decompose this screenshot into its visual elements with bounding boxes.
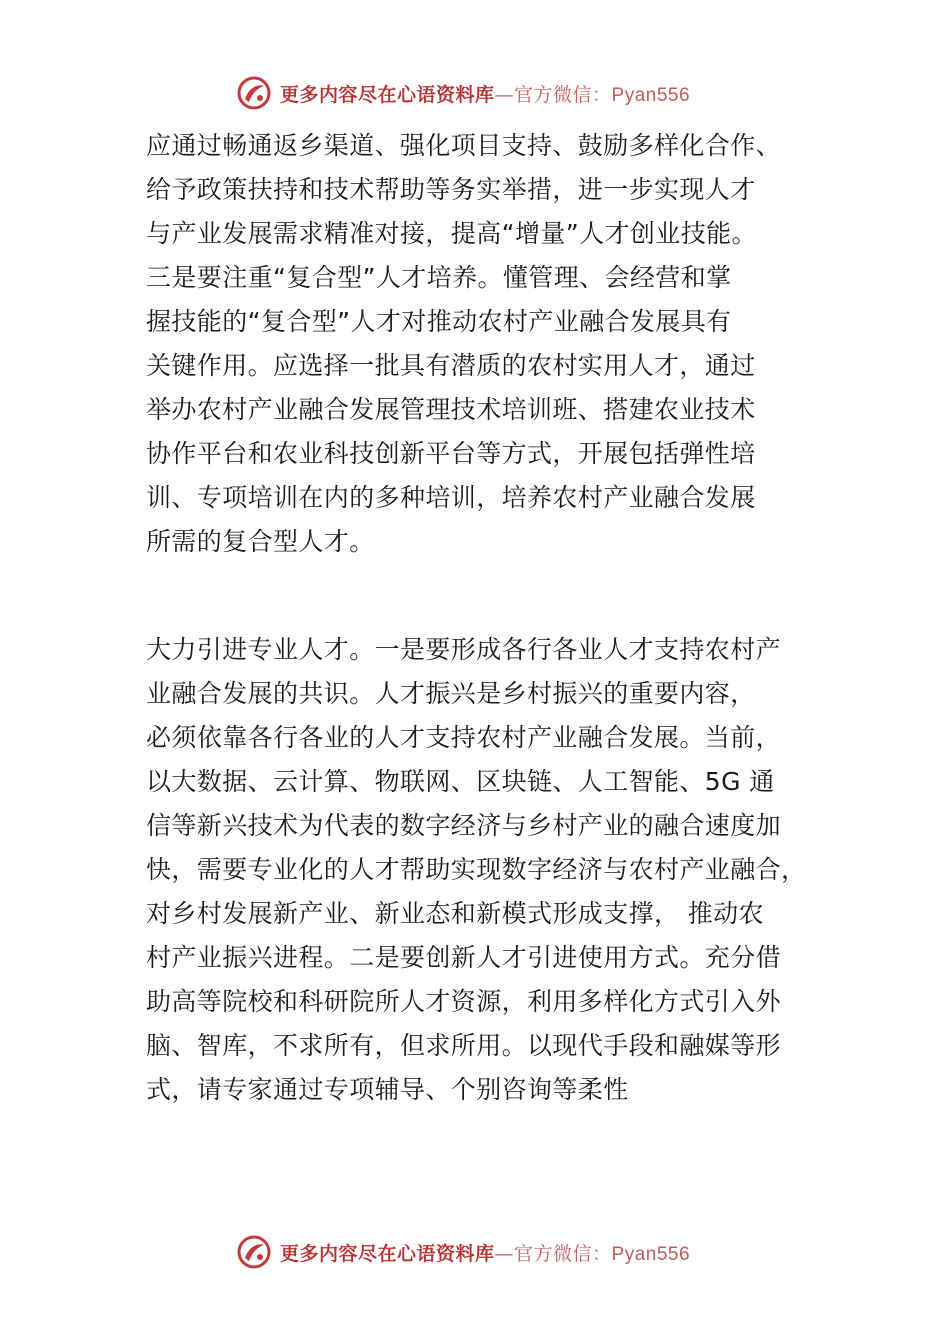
banner-text: [280, 1239, 690, 1266]
text-line: 三是要注重“复合型”人才培养。懂管理、会经营和掌: [146, 263, 732, 292]
paragraph-1: [146, 124, 846, 564]
text-line: 关键作用。应选择一批具有潜质的农村实用人才，通过: [146, 351, 756, 380]
header-banner: [236, 73, 690, 113]
text-line: 信等新兴技术为代表的数字经济与乡村产业的融合速度加: [146, 811, 782, 840]
footer-banner: [236, 1232, 690, 1272]
text-line: 所需的复合型人才。: [146, 527, 375, 556]
text-line: 必须依靠各行各业的人才支持农村产业融合发展。当前，: [146, 723, 782, 752]
text-line: 对乡村发展新产业、新业态和新模式形成支撑， 推动农: [146, 899, 764, 928]
banner-contact-label: 官方微信：: [514, 83, 612, 106]
text-line: 大力引进专业人才。一是要形成各行各业人才支持农村产: [146, 635, 782, 664]
paragraph-2: [146, 628, 846, 1112]
library-logo-icon: [236, 1234, 272, 1270]
text-line: 与产业发展需求精准对接，提高“增量”人才创业技能。: [146, 219, 757, 248]
library-logo-icon: [236, 75, 272, 111]
banner-separator: —: [494, 1242, 515, 1265]
banner-separator: —: [494, 83, 515, 106]
text-line: 举办农村产业融合发展管理技术培训班、搭建农业技术: [146, 395, 756, 424]
banner-contact-label: 官方微信：: [514, 1242, 612, 1265]
text-line: 以大数据、云计算、物联网、区块链、人工智能、5G 通: [146, 767, 775, 796]
banner-brand: 更多内容尽在心语资料库: [280, 1242, 495, 1265]
text-line: 快，需要专业化的人才帮助实现数字经济与农村产业融合，: [146, 855, 807, 884]
banner-text: [280, 80, 690, 107]
text-line: 助高等院校和科研院所人才资源，利用多样化方式引入外: [146, 987, 782, 1016]
banner-brand: 更多内容尽在心语资料库: [280, 83, 495, 106]
text-line: 协作平台和农业科技创新平台等方式，开展包括弹性培: [146, 439, 756, 468]
text-line: 握技能的“复合型”人才对推动农村产业融合发展具有: [146, 307, 732, 336]
text-line: 村产业振兴进程。二是要创新人才引进使用方式。充分借: [146, 943, 782, 972]
banner-contact-handle: Pyan556: [611, 84, 691, 106]
text-line: 训、专项培训在内的多种培训，培养农村产业融合发展: [146, 483, 756, 512]
text-line: 业融合发展的共识。人才振兴是乡村振兴的重要内容，: [146, 679, 756, 708]
banner-contact-handle: Pyan556: [611, 1243, 691, 1265]
text-line: 应通过畅通返乡渠道、强化项目支持、鼓励多样化合作、: [146, 131, 782, 160]
text-line: 式，请专家通过专项辅导、个别咨询等柔性: [146, 1075, 629, 1104]
text-line: 脑、智库，不求所有，但求所用。以现代手段和融媒等形: [146, 1031, 782, 1060]
text-line: 给予政策扶持和技术帮助等务实举措，进一步实现人才: [146, 175, 756, 204]
